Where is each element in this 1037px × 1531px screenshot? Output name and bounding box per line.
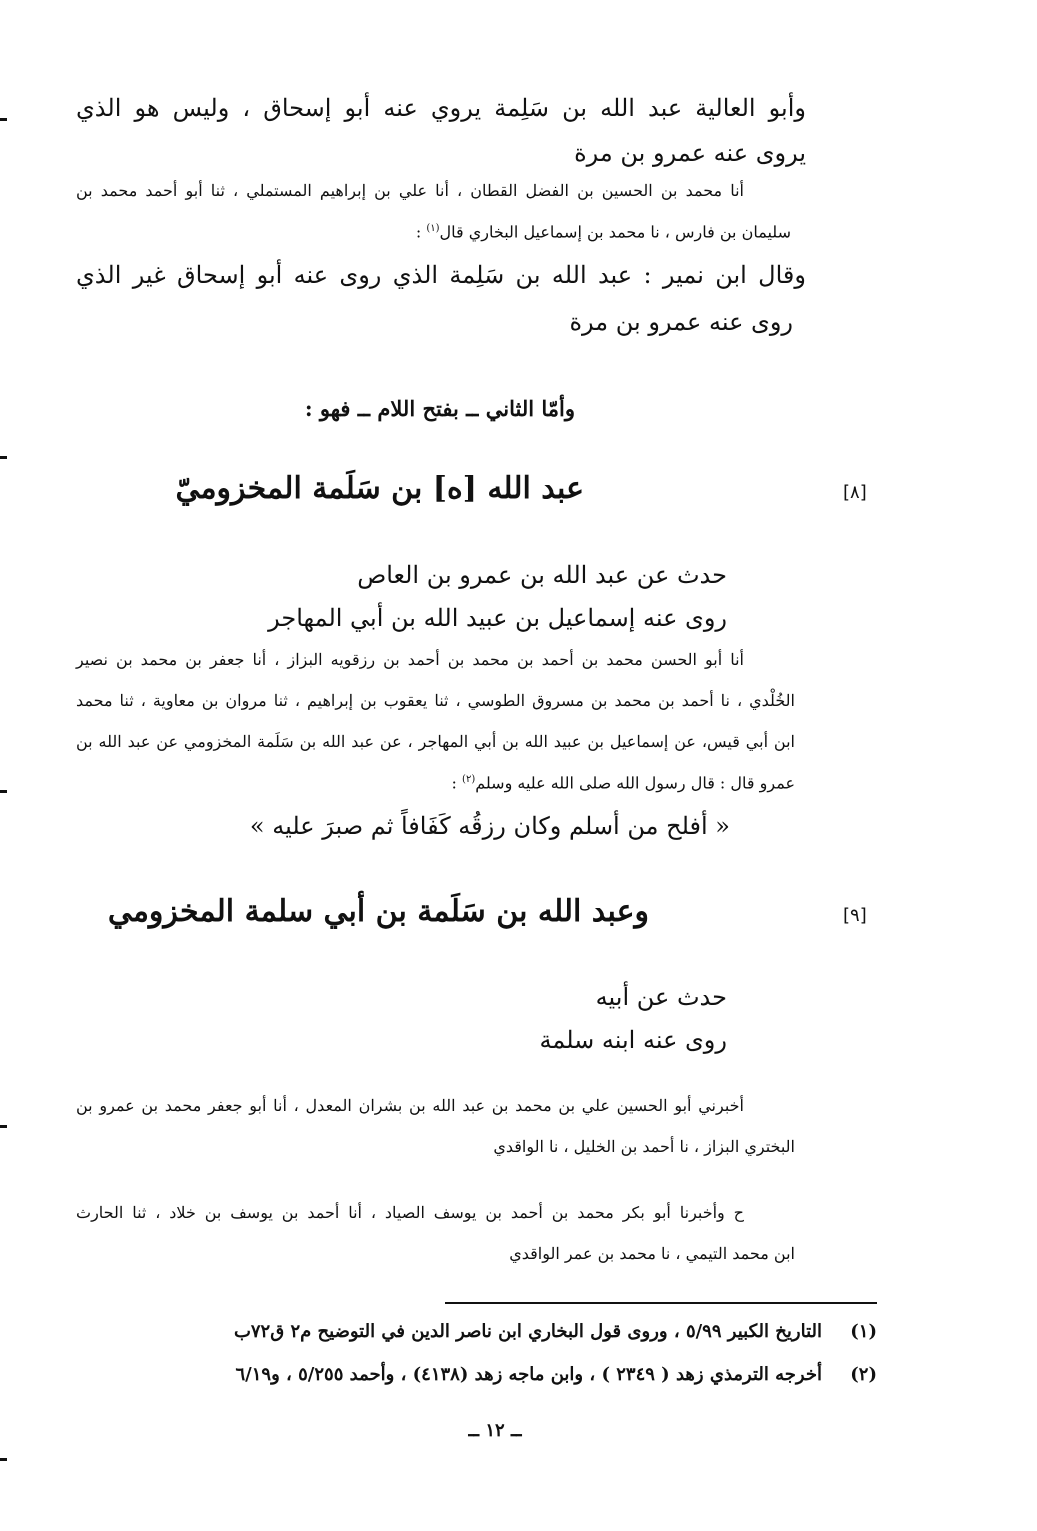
margin-mark xyxy=(0,118,7,121)
hadith-text: « أفلح من أسلم وكان رزقُه كَفَافاً ثم صبرَ عليه » xyxy=(249,812,730,840)
entry-number: [٨] xyxy=(843,482,867,503)
entry-title: عبد الله [ه] بن سَلَمة المخزوميّ xyxy=(175,471,584,506)
page-number: ــ ١٢ ــ xyxy=(468,1420,522,1441)
footnote-ref: (٢) xyxy=(462,774,476,785)
entry-number: [٩] xyxy=(843,905,867,926)
footnote-number: (١) xyxy=(850,1321,877,1342)
footnote-text: أخرجه الترمذي زهد ( ٢٣٤٩ ) ، وابن ماجه زهد (٤١٣٨) ، وأحمد ٥/٢٥٥ ، و٦/١٩ xyxy=(235,1364,822,1385)
isnad-line: عمرو قال : قال رسول الله صلى الله عليه وسلم$^{(٢)}$ : xyxy=(451,773,795,793)
footnote-number: (٢) xyxy=(850,1364,877,1385)
margin-mark xyxy=(0,1458,7,1461)
margin-mark xyxy=(0,790,7,793)
isnad-line: البختري البزاز ، نا أحمد بن الخليل ، نا الواقدي xyxy=(493,1137,795,1156)
isnad-line: أنا أبو الحسن محمد بن أحمد بن محمد بن أحمد بن رزقويه البزاز ، أنا جعفر بن محمد بن نصير xyxy=(76,650,744,669)
isnad-line: ح وأخبرنا أبو بكر محمد بن أحمد بن يوسف الصياد ، أنا أحمد بن يوسف بن خلاد ، ثنا الحارث xyxy=(76,1203,744,1222)
footnote-separator xyxy=(445,1302,877,1304)
margin-mark xyxy=(0,456,7,459)
narration-line: روى عنه ابنه سلمة xyxy=(539,1026,727,1054)
text-line: يروى عنه عمرو بن مرة xyxy=(574,139,806,167)
isnad-line: ابن أبي قيس، عن إسماعيل بن عبيد الله بن أبي المهاجر ، عن عبد الله بن سَلَمة المخزومي عن عبد الله بن xyxy=(76,732,795,751)
isnad-line: أخبرني أبو الحسين علي بن محمد بن عبد الله بن بشران المعدل ، أنا أبو جعفر محمد بن عمرو بن xyxy=(76,1096,744,1115)
margin-mark xyxy=(0,1125,7,1128)
isnad-line: أنا محمد بن الحسين بن الفضل القطان ، أنا علي بن إبراهيم المستملي ، ثنا أبو أحمد محمد بن xyxy=(76,181,744,200)
footnote-ref: (١) xyxy=(426,223,440,234)
section-intro: وأمّا الثاني ــ بفتح اللام ــ فهو : xyxy=(304,396,575,421)
isnad-line: ابن محمد التيمي ، نا محمد بن عمر الواقدي xyxy=(509,1244,795,1263)
footnote-text: التاريخ الكبير ٥/٩٩ ، وروى قول البخاري ابن ناصر الدين في التوضيح م٢ ق٧٢ب xyxy=(233,1321,822,1342)
narration-line: حدث عن عبد الله بن عمرو بن العاص xyxy=(357,561,727,589)
quote-line: وقال ابن نمير : عبد الله بن سَلِمة الذي روى عنه أبو إسحاق غير الذي xyxy=(76,261,806,289)
text-line: وأبو العالية عبد الله بن سَلِمة يروي عنه أبو إسحاق ، وليس هو الذي xyxy=(76,94,806,122)
isnad-line: الخُلْدي ، نا أحمد بن محمد بن مسروق الطوسي ، ثنا يعقوب بن إبراهيم ، ثنا مروان بن معاوية ، ثنا محمد xyxy=(76,691,795,710)
entry-title: وعبد الله بن سَلَمة بن أبي سلمة المخزومي xyxy=(107,894,649,929)
narration-line: حدث عن أبيه xyxy=(595,983,727,1011)
narration-line: روى عنه إسماعيل بن عبيد الله بن أبي المهاجر xyxy=(268,604,727,632)
isnad-line: سليمان بن فارس ، نا محمد بن إسماعيل البخاري قال$^{(١)}$ : xyxy=(415,222,791,242)
quote-line: روى عنه عمرو بن مرة xyxy=(569,308,793,336)
